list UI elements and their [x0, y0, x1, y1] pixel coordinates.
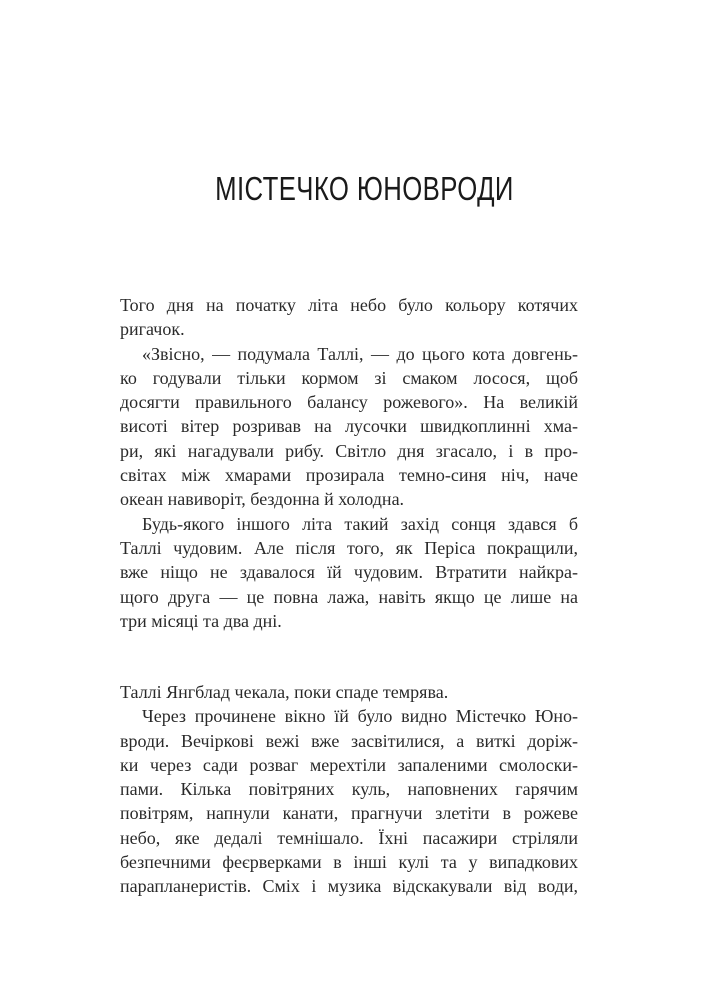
text-line: Таллі чудовим. Але після того, як Періса покращили,: [120, 537, 578, 558]
text-line: вже ніщо не здавалося їй чудовим. Втратити найкра-: [120, 562, 578, 583]
text-line: ки через сади розваг мерехтіли запаленими смолоски-: [120, 754, 578, 775]
text-line: щого друга — це повна лажа, навіть якщо це лише на: [120, 586, 578, 607]
chapter-title: [0, 170, 728, 208]
text-line: Через прочинене вікно їй було видно Містечко Юно-: [142, 706, 578, 727]
text-line: безпечними феєрверками в інші кулі та у випадкових: [120, 852, 578, 873]
paragraph-section-1: [120, 293, 578, 633]
text-line: вроди. Вечіркові вежі вже засвітилися, а виткі доріж-: [120, 730, 578, 751]
text-line: «Звісно, — подумала Таллі, — до цього кота довгень-: [142, 343, 578, 364]
text-line: ри, які нагадували рибу. Світло дня згасало, і в про-: [120, 440, 578, 461]
text-line: пами. Кілька повітряних куль, наповнених гарячим: [120, 779, 578, 800]
text-line: ригачок.: [120, 319, 185, 340]
chapter-title-text: МІСТЕЧКО ЮНОВРОДИ: [214, 170, 514, 207]
text-line: світах між хмарами прозирала темно-синя ніч, наче: [120, 465, 578, 486]
text-line: Того дня на початку літа небо було кольору котячих: [120, 295, 578, 315]
text-line: Будь-якого іншого літа такий захід сонця здався б: [142, 513, 578, 534]
text-line: ко годували тільки кормом зі смаком лосося, щоб: [120, 367, 578, 388]
text-line: океан навиворіт, бездонна й холодна.: [120, 489, 405, 510]
paragraph-section-2: [120, 680, 578, 899]
text-line: Таллі Янгблад чекала, поки спаде темрява.: [120, 682, 449, 702]
text-line: висоті вітер розривав на лусочки швидкоплинні хма-: [120, 416, 578, 437]
text-line: повітрям, напнули канати, прагнучи злетіти в рожеве: [120, 803, 578, 824]
text-line: досягти правильного балансу рожевого». На великій: [120, 392, 578, 413]
text-line: парапланеристів. Сміх і музика відскакували від води,: [120, 876, 578, 897]
text-line: небо, яке дедалі темнішало. Їхні пасажири стріляли: [120, 827, 578, 848]
text-line: три місяці та два дні.: [120, 610, 282, 631]
